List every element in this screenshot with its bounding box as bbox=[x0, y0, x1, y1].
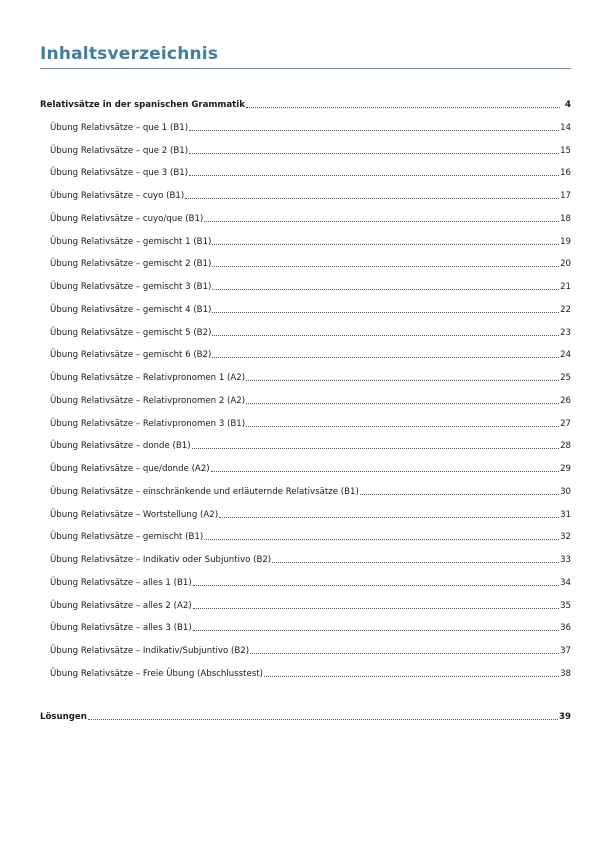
toc-exercise-entry[interactable] bbox=[50, 577, 571, 589]
toc-entry-label: Übung Relativsätze – donde (B1) bbox=[50, 441, 191, 452]
toc-entry-label: Übung Relativsätze – Relativpronomen 2 (A2) bbox=[50, 395, 246, 406]
toc-page-number: 34 bbox=[560, 577, 571, 588]
toc-page-number: 39 bbox=[559, 712, 571, 722]
toc-dot-leader bbox=[212, 349, 559, 358]
toc-page-number: 18 bbox=[560, 213, 571, 224]
toc-dot-leader bbox=[189, 122, 559, 131]
toc-page-number: 30 bbox=[560, 486, 571, 497]
toc-page-number: 4 bbox=[565, 100, 571, 110]
toc-entry-label: Übung Relativsätze – gemischt 5 (B2) bbox=[50, 327, 212, 338]
toc-dot-leader bbox=[246, 372, 559, 381]
toc-entry-label: Lösungen bbox=[40, 712, 87, 722]
toc-dot-leader bbox=[204, 213, 559, 222]
toc-dot-leader bbox=[185, 190, 559, 199]
toc-page-number: 20 bbox=[560, 259, 571, 270]
toc-exercise-entry[interactable] bbox=[50, 463, 571, 475]
toc-page-number: 19 bbox=[560, 236, 571, 247]
toc-exercise-entry[interactable] bbox=[50, 190, 571, 202]
toc-page-number: 31 bbox=[560, 509, 571, 520]
toc-exercise-entry[interactable] bbox=[50, 372, 571, 384]
toc-dot-leader bbox=[211, 463, 559, 472]
toc-dot-leader bbox=[189, 167, 559, 176]
toc-dot-leader bbox=[192, 440, 559, 449]
toc-dot-leader bbox=[204, 531, 559, 540]
toc-dot-leader bbox=[219, 509, 559, 518]
toc-page-number: 32 bbox=[560, 532, 571, 543]
toc-dot-leader bbox=[88, 711, 558, 720]
toc-entry-label: Übung Relativsätze – gemischt 3 (B1) bbox=[50, 282, 212, 292]
toc-exercise-entry[interactable] bbox=[50, 258, 571, 270]
toc-exercise-entry[interactable] bbox=[50, 554, 571, 566]
toc-dot-leader bbox=[193, 622, 559, 631]
toc-entry-label: Übung Relativsätze – que 2 (B1) bbox=[50, 145, 189, 156]
toc-entry-label: Übung Relativsätze – einschränkende und erläuternde Relativsätze (B1) bbox=[50, 486, 359, 497]
toc-dot-leader bbox=[264, 668, 559, 677]
toc-page-number: 27 bbox=[560, 418, 571, 429]
toc-exercise-entry[interactable] bbox=[50, 440, 571, 452]
toc-dot-leader bbox=[193, 577, 559, 586]
toc-exercise-entry[interactable] bbox=[50, 145, 571, 157]
toc-section-entry[interactable] bbox=[40, 711, 571, 723]
toc-page-number: 17 bbox=[560, 191, 571, 201]
toc-page-number: 24 bbox=[560, 350, 571, 361]
toc-exercise-entry[interactable] bbox=[50, 486, 571, 498]
toc-dot-leader bbox=[246, 418, 559, 427]
toc-dot-leader bbox=[212, 258, 559, 267]
toc-exercise-entry[interactable] bbox=[50, 236, 571, 248]
toc-dot-leader bbox=[272, 554, 559, 563]
toc-page-number: 38 bbox=[560, 668, 571, 679]
toc-exercise-entry[interactable] bbox=[50, 349, 571, 361]
toc-entry-label: Übung Relativsätze – Relativpronomen 3 (B1) bbox=[50, 418, 246, 429]
toc-exercise-entry[interactable] bbox=[50, 395, 571, 407]
toc-dot-leader bbox=[250, 645, 559, 654]
toc-exercise-entry[interactable] bbox=[50, 668, 571, 680]
toc-exercise-entry[interactable] bbox=[50, 122, 571, 134]
toc-page-number: 25 bbox=[560, 373, 571, 383]
toc-entry-label: Übung Relativsätze – que 1 (B1) bbox=[50, 122, 189, 133]
toc-page-number: 15 bbox=[560, 145, 571, 156]
toc-exercise-entry[interactable] bbox=[50, 600, 571, 612]
toc-entry-label: Übung Relativsätze – gemischt 1 (B1) bbox=[50, 236, 212, 247]
toc-entry-label: Übung Relativsätze – gemischt 6 (B2) bbox=[50, 350, 212, 361]
toc-page-number: 16 bbox=[560, 168, 571, 179]
toc-entry-label: Übung Relativsätze – gemischt 2 (B1) bbox=[50, 259, 212, 270]
toc-page-number: 28 bbox=[560, 441, 571, 452]
toc-entry-label: Übung Relativsätze – cuyo (B1) bbox=[50, 191, 185, 201]
toc-exercise-entry[interactable] bbox=[50, 213, 571, 225]
toc-entry-label: Übung Relativsätze – que/donde (A2) bbox=[50, 464, 210, 474]
toc-dot-leader bbox=[193, 600, 559, 609]
toc-page-number: 23 bbox=[560, 327, 571, 338]
toc-page-number: 37 bbox=[560, 646, 571, 656]
toc-page-number: 36 bbox=[560, 623, 571, 634]
toc-exercise-entry[interactable] bbox=[50, 622, 571, 634]
toc-exercise-entry[interactable] bbox=[50, 304, 571, 316]
toc-entry-label: Übung Relativsätze – gemischt 4 (B1) bbox=[50, 304, 212, 315]
toc-entry-label: Übung Relativsätze – alles 1 (B1) bbox=[50, 577, 192, 588]
toc-entry-label: Übung Relativsätze – cuyo/que (B1) bbox=[50, 213, 204, 224]
toc-page-number: 35 bbox=[560, 600, 571, 611]
toc-dot-leader bbox=[246, 395, 559, 404]
toc-entry-label: Relativsätze in der spanischen Grammatik bbox=[40, 100, 245, 110]
title-divider bbox=[40, 68, 571, 69]
toc-exercise-entry[interactable] bbox=[50, 327, 571, 339]
toc-entry-label: Übung Relativsätze – alles 2 (A2) bbox=[50, 600, 192, 611]
toc-entry-label: Übung Relativsätze – Indikativ oder Subjuntivo (B2) bbox=[50, 555, 272, 565]
toc-entry-label: Übung Relativsätze – alles 3 (B1) bbox=[50, 623, 192, 634]
toc-page-number: 22 bbox=[560, 304, 571, 315]
toc-exercise-entry[interactable] bbox=[50, 645, 571, 657]
toc-entry-label: Übung Relativsätze – Indikativ/Subjuntivo (B2) bbox=[50, 646, 250, 656]
toc-dot-leader bbox=[212, 281, 559, 290]
toc-page-number: 21 bbox=[560, 282, 571, 292]
toc-page-number: 26 bbox=[560, 395, 571, 406]
toc-exercise-entry[interactable] bbox=[50, 531, 571, 543]
toc-page-number: 33 bbox=[560, 555, 571, 565]
toc-entry-label: Übung Relativsätze – Relativpronomen 1 (A2) bbox=[50, 373, 246, 383]
toc-exercise-entry[interactable] bbox=[50, 167, 571, 179]
toc-entry-label: Übung Relativsätze – que 3 (B1) bbox=[50, 168, 189, 179]
toc-page-number: 14 bbox=[560, 122, 571, 133]
toc-dot-leader bbox=[212, 236, 559, 245]
toc-section-entry[interactable] bbox=[40, 99, 571, 111]
toc-exercise-entry[interactable] bbox=[50, 281, 571, 293]
toc-page-number: 29 bbox=[560, 464, 571, 474]
page-title: Inhaltsverzeichnis bbox=[40, 44, 219, 64]
toc-dot-leader bbox=[212, 327, 559, 336]
toc-entry-label: Übung Relativsätze – Wortstellung (A2) bbox=[50, 509, 219, 520]
toc-dot-leader bbox=[246, 99, 560, 108]
toc-dot-leader bbox=[212, 304, 559, 313]
toc-dot-leader bbox=[189, 145, 559, 154]
toc-entry-label: Übung Relativsätze – gemischt (B1) bbox=[50, 532, 204, 543]
toc-exercise-entry[interactable] bbox=[50, 509, 571, 521]
toc-entry-label: Übung Relativsätze – Freie Übung (Abschlusstest) bbox=[50, 668, 264, 679]
toc-exercise-entry[interactable] bbox=[50, 418, 571, 430]
toc-dot-leader bbox=[360, 486, 559, 495]
